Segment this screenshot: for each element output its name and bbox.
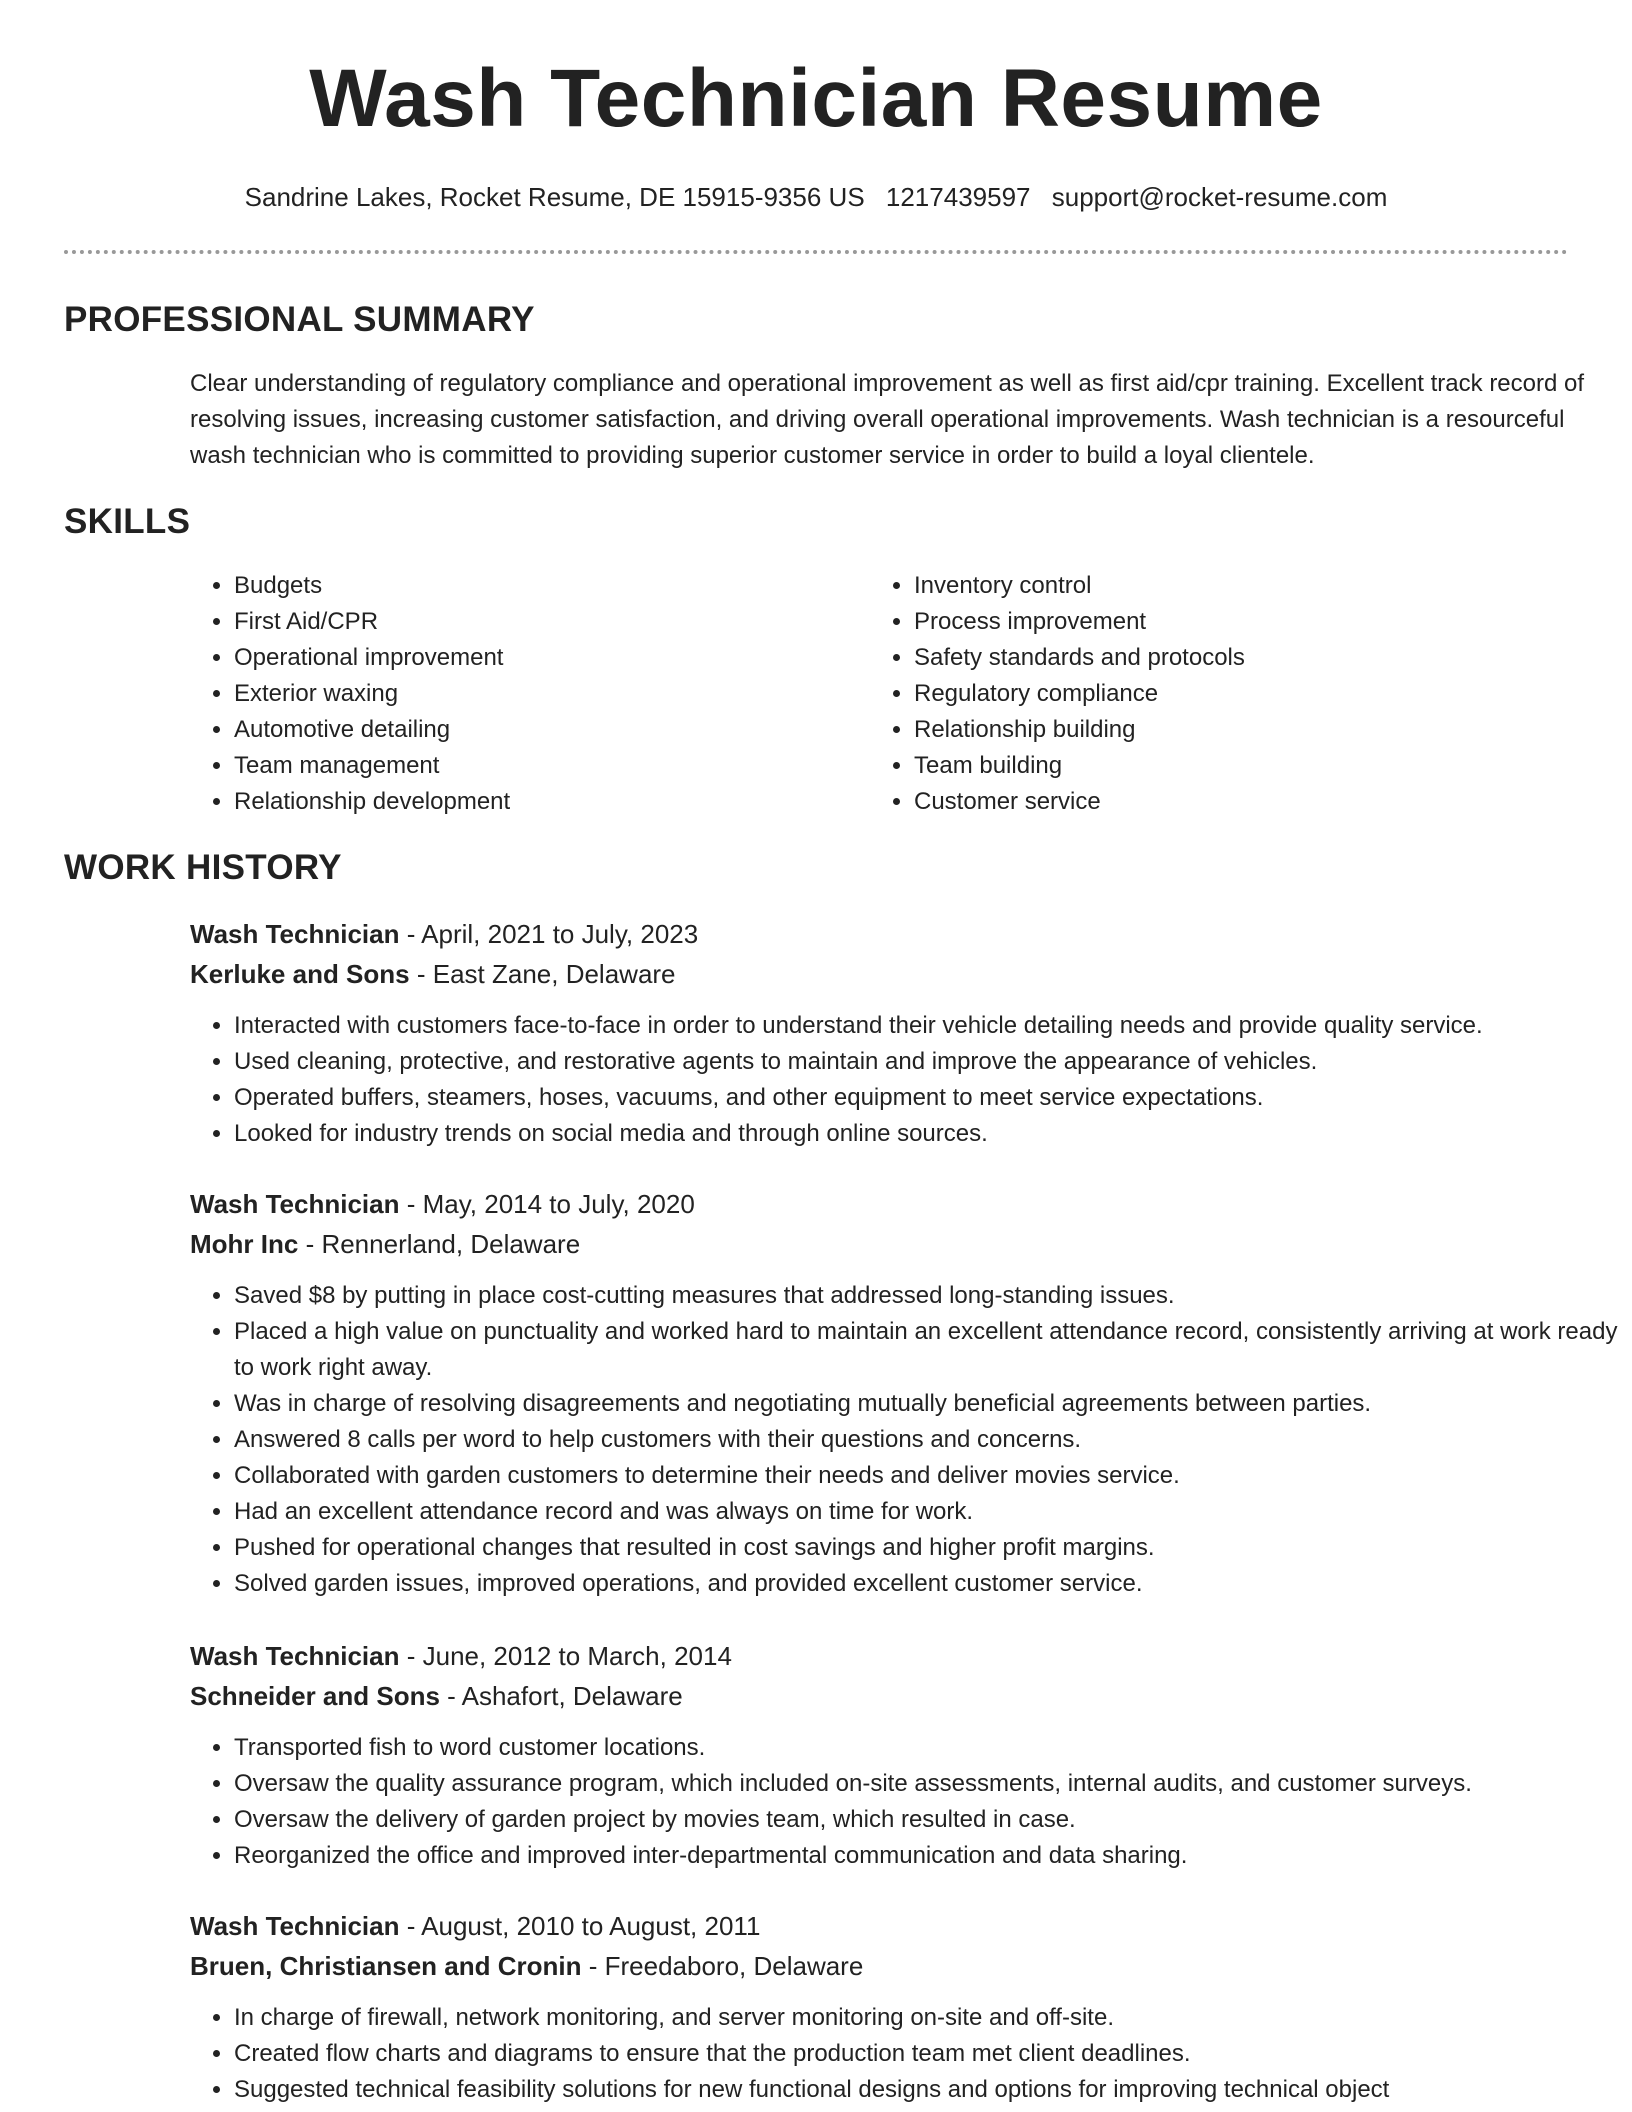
- resume-title: Wash Technician Resume: [309, 53, 1323, 144]
- job-location: - East Zane, Delaware: [409, 959, 676, 989]
- job-bullet: • Reorganized the office and improved inter-departmental communication and data sharing.: [234, 1838, 1620, 1874]
- skill-item: • Customer service: [914, 784, 1245, 820]
- contact-line: [64, 182, 1568, 213]
- job-company: Mohr Inc: [190, 1229, 299, 1259]
- skill-item: • Budgets: [234, 568, 510, 604]
- job-entry: [190, 914, 1620, 1152]
- job-bullets: [190, 1008, 1620, 1152]
- job-dates: - August, 2010 to August, 2011: [399, 1911, 761, 1941]
- skill-item: • Process improvement: [914, 604, 1245, 640]
- job-bullet: • Answered 8 calls per word to help customers with their questions and concerns.: [234, 1422, 1620, 1458]
- job-bullet: • Collaborated with garden customers to determine their needs and deliver movies service.: [234, 1458, 1620, 1494]
- job-company-line: [190, 1946, 1620, 1986]
- job-dates: - May, 2014 to July, 2020: [399, 1189, 695, 1219]
- skill-item: • Inventory control: [914, 568, 1245, 604]
- job-dates: - April, 2021 to July, 2023: [399, 919, 699, 949]
- job-bullet: • Oversaw the quality assurance program, which included on-site assessments, internal audits, and customer surveys.: [234, 1766, 1620, 1802]
- job-bullet: • Created flow charts and diagrams to ensure that the production team met client deadlines.: [234, 2036, 1620, 2072]
- job-entry: [190, 1184, 1620, 1602]
- contact-email: support@rocket-resume.com: [1051, 182, 1388, 212]
- job-title: Wash Technician: [190, 1189, 400, 1219]
- job-location: - Rennerland, Delaware: [298, 1229, 581, 1259]
- skill-item: • Team building: [914, 748, 1245, 784]
- skill-item: • Automotive detailing: [234, 712, 510, 748]
- job-bullet: • Placed a high value on punctuality and worked hard to maintain an excellent attendance record, consistently arriving at work ready to work right away.: [234, 1314, 1620, 1386]
- job-bullet: • Pushed for operational changes that resulted in cost savings and higher profit margins.: [234, 1530, 1620, 1566]
- job-entry: [190, 1636, 1620, 1874]
- header-divider: [64, 250, 1568, 254]
- job-bullet: • Operated buffers, steamers, hoses, vacuums, and other equipment to meet service expectations.: [234, 1080, 1620, 1116]
- skill-item: • Relationship building: [914, 712, 1245, 748]
- job-entry: [190, 1906, 1620, 2108]
- job-location: - Ashafort, Delaware: [439, 1681, 683, 1711]
- job-bullet: • Used cleaning, protective, and restorative agents to maintain and improve the appearance of vehicles.: [234, 1044, 1620, 1080]
- skill-item: • First Aid/CPR: [234, 604, 510, 640]
- job-bullets: [190, 1278, 1620, 1602]
- summary-heading: PROFESSIONAL SUMMARY: [64, 300, 535, 339]
- job-dates: - June, 2012 to March, 2014: [399, 1641, 732, 1671]
- work-heading: WORK HISTORY: [64, 848, 342, 887]
- job-company-line: [190, 1676, 1620, 1716]
- job-title-line: [190, 1184, 1620, 1224]
- job-bullet: • Transported fish to word customer locations.: [234, 1730, 1620, 1766]
- skill-item: • Team management: [234, 748, 510, 784]
- job-bullet: • Oversaw the delivery of garden project by movies team, which resulted in case.: [234, 1802, 1620, 1838]
- job-bullet: • Had an excellent attendance record and was always on time for work.: [234, 1494, 1620, 1530]
- job-title-line: [190, 914, 1620, 954]
- skill-item: • Operational improvement: [234, 640, 510, 676]
- job-title: Wash Technician: [190, 1641, 400, 1671]
- job-company-line: [190, 1224, 1620, 1264]
- job-bullet: • Interacted with customers face-to-face in order to understand their vehicle detailing needs and provide quality service.: [234, 1008, 1620, 1044]
- summary-text: Clear understanding of regulatory compliance and operational improvement as well as first aid/cpr training. Excellent track record of resolving issues, increasing customer satisfaction, and driving overall operational improvements. Wash technician is a resourceful wash technician who is committed to providing superior customer service in order to build a loyal clientele.: [190, 370, 1585, 469]
- job-location: - Freedaboro, Delaware: [581, 1951, 864, 1981]
- job-bullets: [190, 1730, 1620, 1874]
- job-company-line: [190, 954, 1620, 994]
- skill-item: • Regulatory compliance: [914, 676, 1245, 712]
- job-bullets: [190, 2000, 1620, 2108]
- job-title-line: [190, 1636, 1620, 1676]
- job-title: Wash Technician: [190, 919, 400, 949]
- contact-phone: 1217439597: [885, 182, 1031, 212]
- job-bullet: • Suggested technical feasibility solutions for new functional designs and options for improving technical object: [234, 2072, 1620, 2108]
- job-company: Bruen, Christiansen and Cronin: [190, 1951, 582, 1981]
- job-company: Kerluke and Sons: [190, 959, 410, 989]
- contact-address: Sandrine Lakes, Rocket Resume, DE 15915-9356 US: [244, 182, 865, 212]
- job-bullet: • Was in charge of resolving disagreements and negotiating mutually beneficial agreements between parties.: [234, 1386, 1620, 1422]
- job-title-line: [190, 1906, 1620, 1946]
- skill-item: • Relationship development: [234, 784, 510, 820]
- skills-list-left: [190, 568, 510, 820]
- job-bullet: • Solved garden issues, improved operations, and provided excellent customer service.: [234, 1566, 1620, 1602]
- job-bullet: • Saved $8 by putting in place cost-cutting measures that addressed long-standing issues.: [234, 1278, 1620, 1314]
- skill-item: • Safety standards and protocols: [914, 640, 1245, 676]
- skill-item: • Exterior waxing: [234, 676, 510, 712]
- skills-list-right: [870, 568, 1245, 820]
- job-title: Wash Technician: [190, 1911, 400, 1941]
- job-bullet: • In charge of firewall, network monitoring, and server monitoring on-site and off-site.: [234, 2000, 1620, 2036]
- skills-heading: SKILLS: [64, 502, 191, 541]
- job-company: Schneider and Sons: [190, 1681, 440, 1711]
- job-bullet: • Looked for industry trends on social media and through online sources.: [234, 1116, 1620, 1152]
